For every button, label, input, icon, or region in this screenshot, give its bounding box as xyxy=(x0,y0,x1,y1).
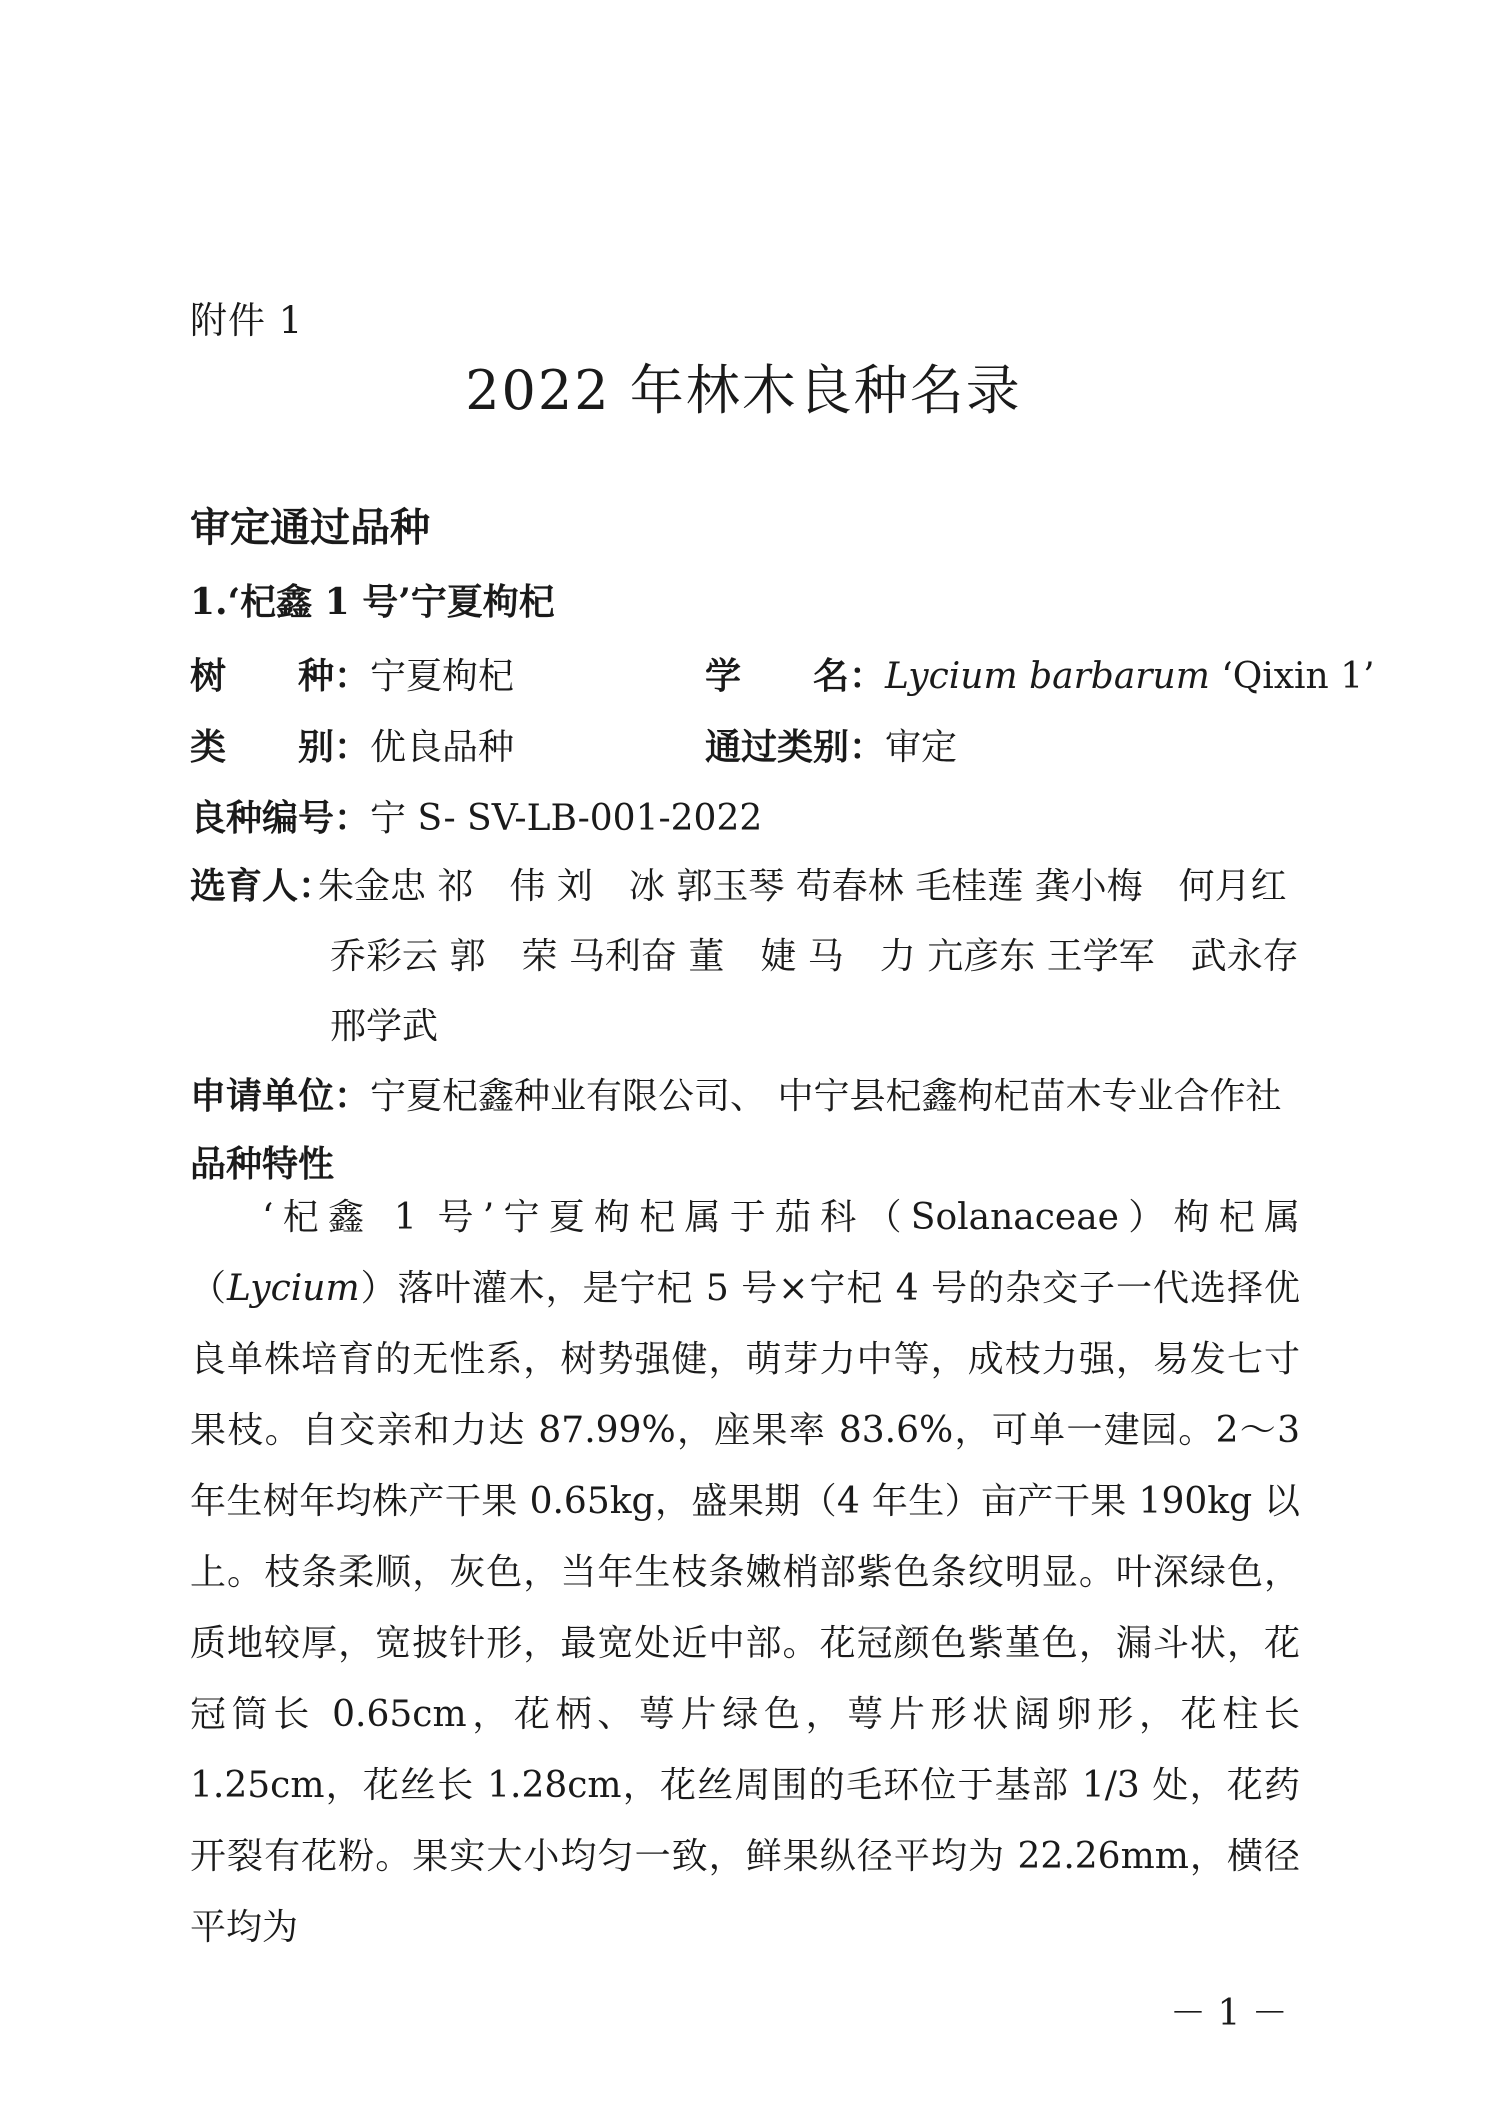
breeders-line-3: 邢学武 xyxy=(330,1006,439,1047)
applicant-label: 申请单位： xyxy=(190,1076,371,1117)
applicant-value: 宁夏杞鑫种业有限公司、 中宁县杞鑫枸杞苗木专业合作社 xyxy=(370,1076,1282,1117)
category-row xyxy=(190,719,514,770)
variety-heading: 1.‘杞鑫 1 号’宁夏枸杞 xyxy=(190,581,555,623)
traits-text-rest: ）落叶灌木，是宁杞 5 号×宁杞 4 号的杂交子一代选择优良单株培育的无性系，树势强健，萌芽力中等，成枝力强，易发七寸果枝。自交亲和力达 87.99%，座果率 83.6%，可单一建园。2～3 年生树年均株产干果 0.65kg，盛果期（4 年生）亩产干果 190kg 以上。枝条柔顺，灰色，当年生枝条嫩梢部紫色条纹明显。叶深绿色，质地较厚，宽披针形，最宽处近中部。花冠颜色紫堇色，漏斗状，花冠筒长 0.65cm，花柄、萼片绿色，萼片形状阔卵形，花柱长 1.25cm，花丝长 1.28cm，花丝周围的毛环位于基部 1/3 处，花药开裂有花粉。果实大小均匀一致，鲜果纵径平均为 22.26mm，横径平均为 xyxy=(190,1268,1300,1948)
approval-row xyxy=(705,719,957,770)
traits-text-start: ‘杞鑫 1 号’宁夏枸杞属于茄科（Solanaceae）枸杞属（ xyxy=(190,1197,1300,1309)
sciname-row xyxy=(705,648,1375,699)
page-number: － 1 － xyxy=(1170,1993,1288,2034)
traits-paragraph xyxy=(190,1182,1300,1963)
sciname-cultivar: ‘Qixin 1’ xyxy=(1209,656,1375,697)
category-label: 类 别： xyxy=(190,727,371,768)
breeders-label xyxy=(190,858,334,909)
approval-label: 通过类别： xyxy=(705,727,886,768)
category-value: 优良品种 xyxy=(370,727,515,768)
approval-value: 审定 xyxy=(885,727,958,768)
code-label: 良种编号： xyxy=(190,798,371,839)
applicant-row xyxy=(190,1068,1281,1119)
attachment-label: 附件 1 xyxy=(190,299,304,342)
species-row xyxy=(190,648,514,699)
breeders-line-1: 朱金忠 祁 伟 刘 冰 郭玉琴 苟春林 毛桂莲 龚小梅 何月红 xyxy=(318,866,1287,907)
traits-genus: Lycium xyxy=(227,1268,360,1309)
breeders-line-2: 乔彩云 郭 荣 马利奋 董 婕 马 力 亢彦东 王学军 武永存 xyxy=(330,936,1299,977)
species-label: 树 种： xyxy=(190,656,371,697)
code-value: 宁 S- SV-LB-001-2022 xyxy=(370,798,763,839)
document-title: 2022 年林木良种名录 xyxy=(465,359,1022,422)
traits-heading: 品种特性 xyxy=(190,1144,335,1185)
sciname-binomial: Lycium barbarum xyxy=(885,656,1210,697)
species-value: 宁夏枸杞 xyxy=(370,656,515,697)
sciname-label: 学 名： xyxy=(705,656,886,697)
code-row xyxy=(190,790,762,841)
section-heading: 审定通过品种 xyxy=(190,505,430,551)
breeders-label-text: 选育人： xyxy=(190,866,335,907)
